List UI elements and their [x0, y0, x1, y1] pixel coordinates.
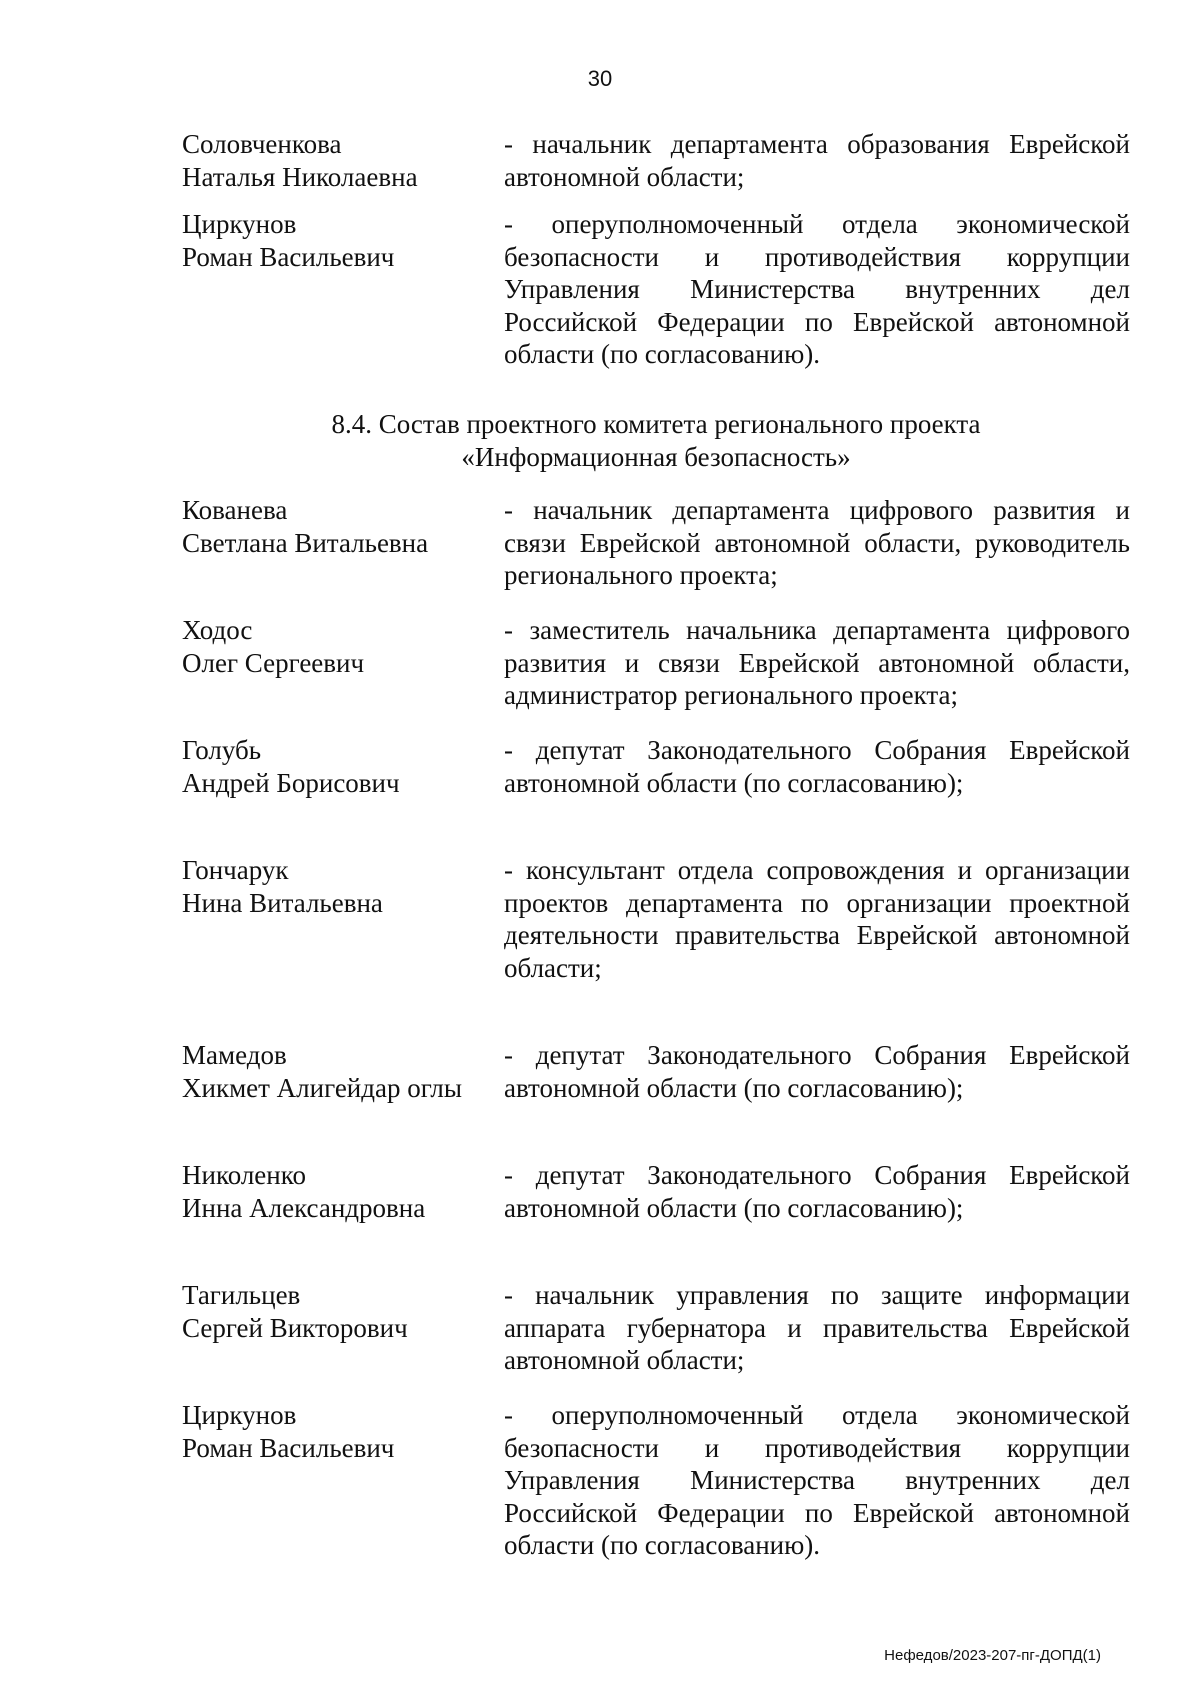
member-given-names: Инна Александровна	[182, 1192, 426, 1223]
member-given-names: Хикмет Алигейдар оглы	[182, 1072, 463, 1103]
member-given-names: Олег Сергеевич	[182, 647, 365, 678]
member-name	[182, 734, 504, 799]
member-surname: Гончарук	[182, 855, 289, 885]
member-surname: Кованева	[182, 495, 288, 525]
member-role: - оперуполномоченный отдела экономической безопасности и противодействия коррупции Управления Министерства внутренних дел Российской Федерации по Еврейской автономной области (по согласованию).	[504, 1400, 1130, 1560]
member-name	[182, 1039, 504, 1104]
member-entry	[182, 734, 1130, 799]
member-surname: Ходос	[182, 615, 253, 645]
member-surname: Голубь	[182, 735, 262, 765]
member-entry	[182, 1399, 1130, 1562]
member-entry	[182, 208, 1130, 371]
member-given-names: Андрей Борисович	[182, 767, 400, 798]
member-entry	[182, 1279, 1130, 1377]
member-role: - депутат Законодательного Собрания Еврейской автономной области (по согласованию);	[504, 1040, 1130, 1103]
member-role: - депутат Законодательного Собрания Еврейской автономной области (по согласованию);	[504, 1160, 1130, 1223]
section-heading	[182, 408, 1130, 473]
document-code: Нефедов/2023-207-пг-ДОПД(1)	[884, 1647, 1101, 1664]
member-name	[182, 854, 504, 984]
member-entry	[182, 494, 1130, 592]
member-entry	[182, 128, 1130, 193]
member-name	[182, 1159, 504, 1224]
member-surname: Николенко	[182, 1160, 306, 1190]
member-surname: Циркунов	[182, 1400, 297, 1430]
member-role: - начальник департамента цифрового развития и связи Еврейской автономной области, руководитель регионального проекта;	[504, 495, 1130, 590]
member-given-names: Роман Васильевич	[182, 241, 395, 272]
member-entry	[182, 1159, 1130, 1224]
member-name	[182, 1279, 504, 1377]
member-surname: Тагильцев	[182, 1280, 301, 1310]
member-given-names: Светлана Витальевна	[182, 527, 429, 558]
member-role: - оперуполномоченный отдела экономической безопасности и противодействия коррупции Управления Министерства внутренних дел Российской Федерации по Еврейской автономной области (по согласованию).	[504, 209, 1130, 369]
member-entry	[182, 1039, 1130, 1104]
member-surname: Мамедов	[182, 1040, 287, 1070]
section-heading-title: «Информационная безопасность»	[461, 441, 851, 472]
member-given-names: Роман Васильевич	[182, 1432, 395, 1463]
member-role: - депутат Законодательного Собрания Еврейской автономной области (по согласованию);	[504, 735, 1130, 798]
member-role: - заместитель начальника департамента цифрового развития и связи Еврейской автономной области, администратор регионального проекта;	[504, 615, 1130, 710]
member-role: - начальник управления по защите информации аппарата губернатора и правительства Еврейской автономной области;	[504, 1280, 1130, 1375]
member-name	[182, 208, 504, 371]
member-given-names: Наталья Николаевна	[182, 161, 418, 192]
member-role: - консультант отдела сопровождения и организации проектов департамента по организации проектной деятельности правительства Еврейской автономной области;	[504, 855, 1130, 983]
member-surname: Соловченкова	[182, 129, 342, 159]
member-entry	[182, 854, 1130, 984]
member-name	[182, 494, 504, 592]
member-given-names: Сергей Викторович	[182, 1312, 408, 1343]
member-name	[182, 128, 504, 193]
page-number: 30	[587, 66, 613, 91]
member-entry	[182, 614, 1130, 712]
member-name	[182, 1399, 504, 1562]
member-given-names: Нина Витальевна	[182, 887, 383, 918]
member-surname: Циркунов	[182, 209, 297, 239]
section-heading-line: 8.4. Состав проектного комитета регионального проекта	[331, 409, 981, 439]
member-role: - начальник департамента образования Еврейской автономной области;	[504, 129, 1130, 192]
member-name	[182, 614, 504, 712]
